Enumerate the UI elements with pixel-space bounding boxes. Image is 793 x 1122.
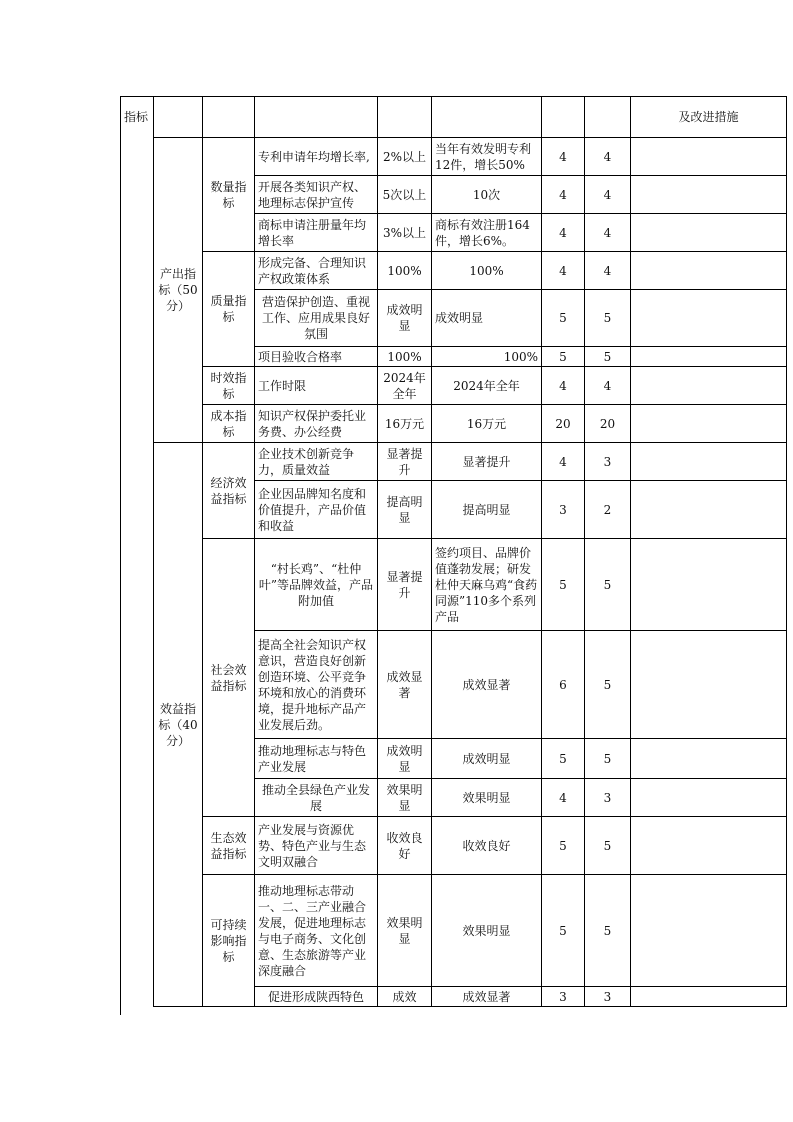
left-merged-cell (121, 138, 154, 1007)
target-cell: 2024年全年 (378, 367, 432, 405)
weight-cell: 5 (542, 817, 585, 875)
quantity-label: 数量指标 (203, 138, 255, 252)
item-cell: 形成完备、合理知识产权政策体系 (255, 252, 378, 290)
actual-cell: 当年有效发明专利12件，增长50% (432, 138, 542, 176)
item-cell: 项目验收合格率 (255, 347, 378, 367)
target-cell: 提高明显 (378, 481, 432, 539)
actual-cell: 效果明显 (432, 779, 542, 817)
item-cell: 营造保护创造、重视工作、应用成果良好氛围 (255, 290, 378, 347)
sustainable-label: 可持续影响指标 (203, 875, 255, 1007)
timeliness-label: 时效指标 (203, 367, 255, 405)
table-row (121, 817, 787, 875)
weight-cell: 5 (542, 739, 585, 779)
table-row (121, 539, 787, 631)
actual-cell: 2024年全年 (432, 367, 542, 405)
weight-cell: 5 (542, 347, 585, 367)
table-row (121, 443, 787, 481)
actual-cell: 成效显著 (432, 987, 542, 1007)
improvement-cell (631, 739, 787, 779)
score-cell: 5 (585, 739, 631, 779)
target-cell: 收效良好 (378, 817, 432, 875)
header-blank (154, 97, 203, 138)
improvement-cell (631, 481, 787, 539)
target-cell: 成效明显 (378, 290, 432, 347)
target-cell: 100% (378, 252, 432, 290)
improvement-cell (631, 779, 787, 817)
weight-cell: 4 (542, 176, 585, 214)
score-cell: 4 (585, 138, 631, 176)
actual-cell: 成效明显 (432, 739, 542, 779)
cost-label: 成本指标 (203, 405, 255, 443)
header-indicator: 指标 (121, 97, 154, 138)
improvement-cell (631, 875, 787, 987)
improvement-cell (631, 443, 787, 481)
item-cell: 知识产权保护委托业务费、办公经费 (255, 405, 378, 443)
score-cell: 4 (585, 176, 631, 214)
table-row (121, 138, 787, 176)
target-cell: 成效 (378, 987, 432, 1007)
actual-cell: 100% (432, 347, 542, 367)
item-cell: 推动全县绿色产业发展 (255, 779, 378, 817)
item-cell: 企业因品牌知名度和价值提升，产品价值和收益 (255, 481, 378, 539)
header-blank (542, 97, 585, 138)
weight-cell: 4 (542, 252, 585, 290)
weight-cell: 20 (542, 405, 585, 443)
header-blank (585, 97, 631, 138)
target-cell: 16万元 (378, 405, 432, 443)
item-cell: 专利申请年均增长率, (255, 138, 378, 176)
improvement-cell (631, 987, 787, 1007)
improvement-cell (631, 347, 787, 367)
score-cell: 5 (585, 290, 631, 347)
improvement-cell (631, 817, 787, 875)
performance-indicator-table (120, 96, 787, 1007)
score-cell: 3 (585, 987, 631, 1007)
actual-cell: 成效明显 (432, 290, 542, 347)
table-row (121, 405, 787, 443)
improvement-cell (631, 290, 787, 347)
actual-cell: 10次 (432, 176, 542, 214)
score-cell: 20 (585, 405, 631, 443)
actual-cell: 100% (432, 252, 542, 290)
target-cell: 成效显著 (378, 631, 432, 739)
target-cell: 5次以上 (378, 176, 432, 214)
item-cell: 产业发展与资源优势、特色产业与生态文明双融合 (255, 817, 378, 875)
score-cell: 4 (585, 252, 631, 290)
actual-cell: 成效显著 (432, 631, 542, 739)
score-cell: 2 (585, 481, 631, 539)
weight-cell: 4 (542, 367, 585, 405)
score-cell: 3 (585, 443, 631, 481)
table-row (121, 367, 787, 405)
score-cell: 4 (585, 367, 631, 405)
social-label: 社会效益指标 (203, 539, 255, 817)
improvement-cell (631, 405, 787, 443)
improvement-cell (631, 176, 787, 214)
score-cell: 5 (585, 817, 631, 875)
score-cell: 4 (585, 214, 631, 252)
item-cell: 开展各类知识产权、地理标志保护宣传 (255, 176, 378, 214)
target-cell: 100% (378, 347, 432, 367)
actual-cell: 效果明显 (432, 875, 542, 987)
item-cell: 提高全社会知识产权意识，营造良好创新创造环境、公平竞争环境和放心的消费环境，提升地标产品产业发展后劲。 (255, 631, 378, 739)
score-cell: 5 (585, 539, 631, 631)
header-improvement: 及改进措施 (631, 97, 787, 138)
improvement-cell (631, 252, 787, 290)
item-cell: 促进形成陕西特色 (255, 987, 378, 1007)
weight-cell: 4 (542, 443, 585, 481)
header-blank (378, 97, 432, 138)
weight-cell: 4 (542, 138, 585, 176)
actual-cell: 商标有效注册164件，增长6%。 (432, 214, 542, 252)
target-cell: 效果明显 (378, 875, 432, 987)
improvement-cell (631, 138, 787, 176)
actual-cell: 显著提升 (432, 443, 542, 481)
actual-cell: 16万元 (432, 405, 542, 443)
target-cell: 2%以上 (378, 138, 432, 176)
item-cell: “村长鸡”、“杜仲叶”等品牌效益，产品附加值 (255, 539, 378, 631)
table-row (121, 875, 787, 987)
score-cell: 5 (585, 631, 631, 739)
header-blank (255, 97, 378, 138)
target-cell: 显著提升 (378, 443, 432, 481)
improvement-cell (631, 214, 787, 252)
score-cell: 5 (585, 347, 631, 367)
item-cell: 推动地理标志带动一、二、三产业融合发展，促进地理标志与电子商务、文化创意、生态旅游等产业深度融合 (255, 875, 378, 987)
actual-cell: 签约项目、品牌价值蓬勃发展；研发杜仲天麻乌鸡“食药同源”110多个系列产品 (432, 539, 542, 631)
score-cell: 3 (585, 779, 631, 817)
item-cell: 工作时限 (255, 367, 378, 405)
improvement-cell (631, 631, 787, 739)
weight-cell: 4 (542, 214, 585, 252)
output-category: 产出指标（50分） (154, 138, 203, 443)
target-cell: 3%以上 (378, 214, 432, 252)
weight-cell: 6 (542, 631, 585, 739)
economic-label: 经济效益指标 (203, 443, 255, 539)
item-cell: 企业技术创新竞争力，质量效益 (255, 443, 378, 481)
target-cell: 显著提升 (378, 539, 432, 631)
quality-label: 质量指标 (203, 252, 255, 367)
item-cell: 商标申请注册量年均增长率 (255, 214, 378, 252)
weight-cell: 3 (542, 481, 585, 539)
ecological-label: 生态效益指标 (203, 817, 255, 875)
benefit-category: 效益指标（40分） (154, 443, 203, 1007)
actual-cell: 收效良好 (432, 817, 542, 875)
header-row (121, 97, 787, 138)
weight-cell: 5 (542, 539, 585, 631)
target-cell: 成效明显 (378, 739, 432, 779)
table-row (121, 252, 787, 290)
improvement-cell (631, 367, 787, 405)
improvement-cell (631, 539, 787, 631)
weight-cell: 4 (542, 779, 585, 817)
weight-cell: 5 (542, 875, 585, 987)
target-cell: 效果明显 (378, 779, 432, 817)
actual-cell: 提高明显 (432, 481, 542, 539)
score-cell: 5 (585, 875, 631, 987)
header-blank (432, 97, 542, 138)
header-blank (203, 97, 255, 138)
weight-cell: 3 (542, 987, 585, 1007)
weight-cell: 5 (542, 290, 585, 347)
item-cell: 推动地理标志与特色产业发展 (255, 739, 378, 779)
